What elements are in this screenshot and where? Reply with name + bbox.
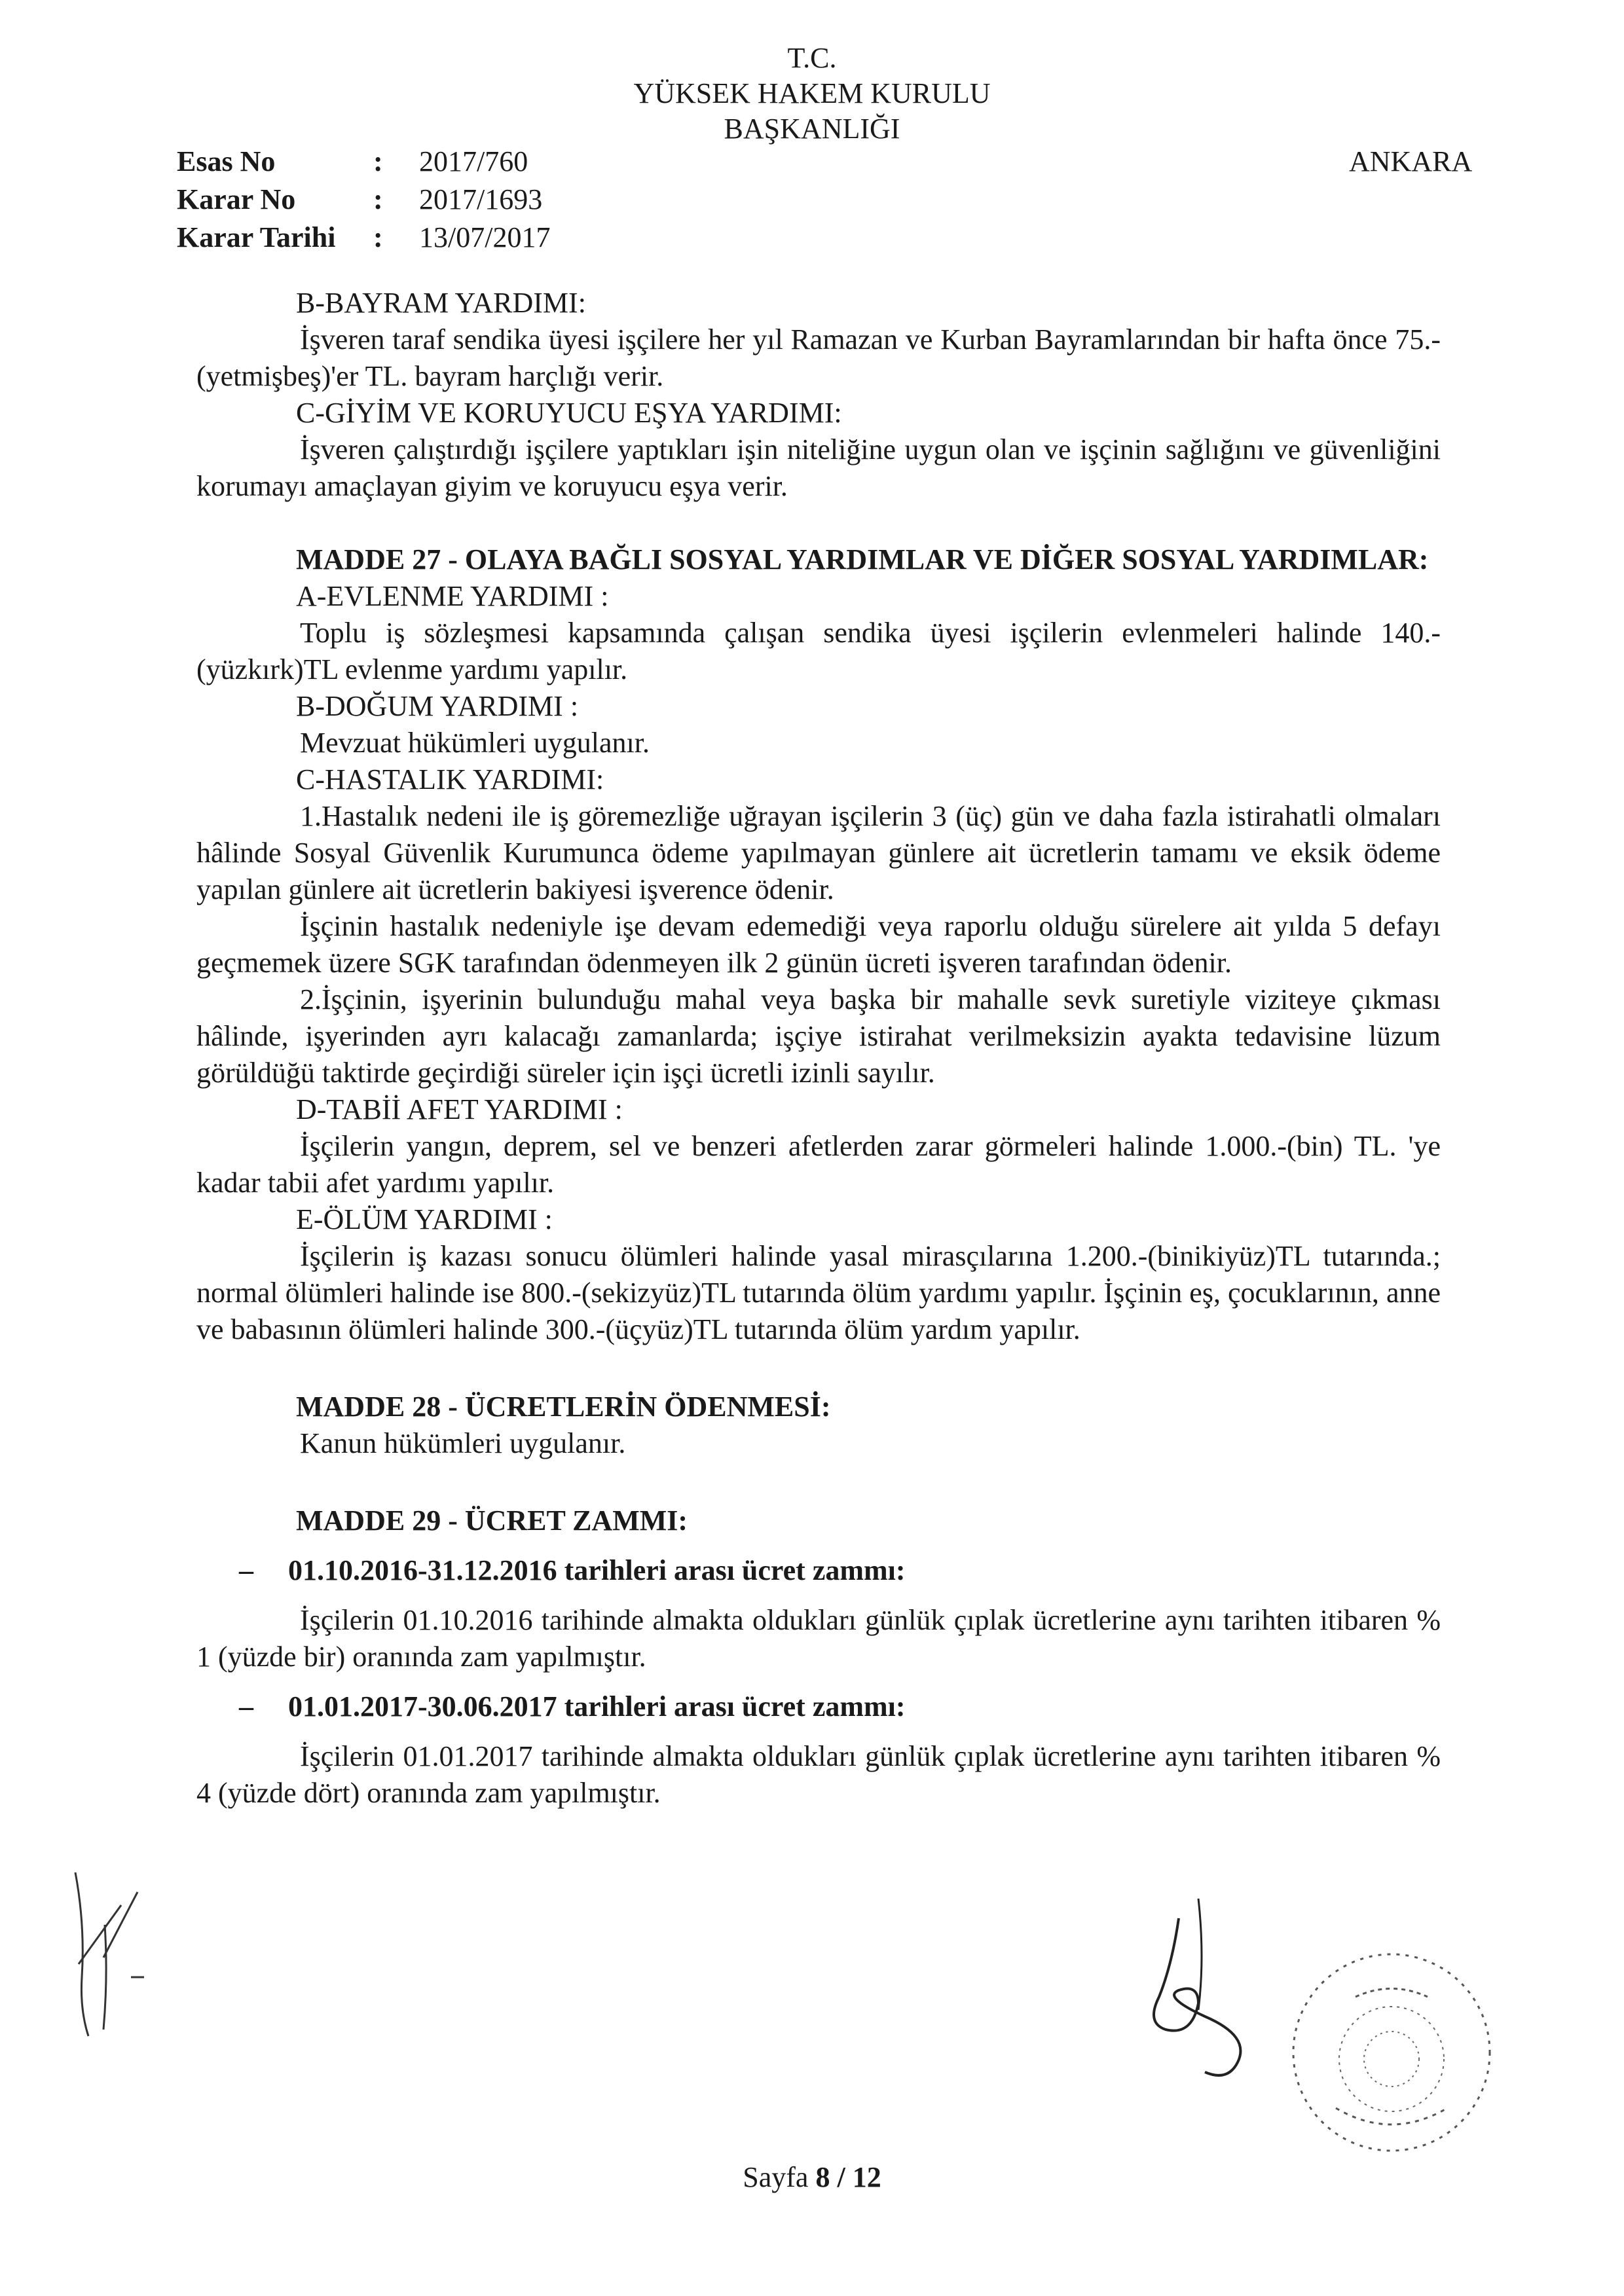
header-tc: T.C. [787,42,837,74]
zam-period-1-title: 01.10.2016-31.12.2016 tarihleri arası ücret zammı: [288,1554,906,1586]
esas-value: 2017/760 [419,145,528,177]
afet-text: İşçilerin yangın, deprem, sel ve benzeri afetlerden zarar görmeleri halinde 1.000.-(bin) TL. 'ye kadar tabii afet yardımı yapılır. [196,1130,1441,1199]
madde-28-text: Kanun hükümleri uygulanır. [300,1427,626,1459]
zam-period-1 [196,1552,1441,1589]
zam-period-1-text: İşçilerin 01.10.2016 tarihinde almakta oldukları günlük çıplak ücretlerine aynı tarihten itibaren % 1 (yüzde bir) oranında zam yapılmıştır. [196,1604,1441,1673]
signature-mark [1100,1879,1310,2088]
karar-label: Karar No [177,183,296,215]
city-label: ANKARA [1349,145,1473,177]
tarih-label: Karar Tarihi [177,221,336,253]
esas-label: Esas No [177,145,276,177]
case-metadata [177,143,550,257]
initials-mark [59,1846,151,2043]
tarih-colon: : [373,221,383,253]
giyim-heading: C-GİYİM VE KORUYUCU EŞYA YARDIMI: [296,397,842,429]
afet-heading: D-TABİİ AFET YARDIMI : [296,1093,623,1125]
esas-row [177,143,550,181]
dogum-heading: B-DOĞUM YARDIMI : [296,690,579,722]
hastalik-text-1: 1.Hastalık nedeni ile iş göremezliğe uğrayan işçilerin 3 (üç) gün ve daha fazla istirahatli olmaları hâlinde Sosyal Güvenlik Kurumunca ödeme yapılmayan günlere ait ücretlerin tamamı ve eksik ödeme yapılan günlere ait ücretlerin bakiyesi işverence ödenir. [196,800,1441,905]
zam-period-2 [196,1688,1441,1725]
hastalik-heading: C-HASTALIK YARDIMI: [296,763,604,795]
madde-27-title: MADDE 27 - OLAYA BAĞLI SOSYAL YARDIMLAR VE DİĞER SOSYAL YARDIMLAR: [296,543,1429,575]
bayram-heading: B-BAYRAM YARDIMI: [296,287,586,319]
hastalik-text-3: 2.İşçinin, işyerinin bulunduğu mahal veya başka bir mahalle sevk suretiyle viziteye çıkması hâlinde, işyerinden ayrı kalacağı zamanlarda; işçiye istirahat verilmeksizin ayakta tedavisine lüzum görüldüğü taktirde geçirdiği süreler için işçi ücretli izinli sayılır. [196,983,1441,1089]
madde-29-title: MADDE 29 - ÜCRET ZAMMI: [296,1504,688,1537]
esas-colon: : [373,145,383,177]
karar-value: 2017/1693 [419,183,543,215]
dash-bullet: – [239,1690,253,1722]
evlenme-text: Toplu iş sözleşmesi kapsamında çalışan sendika üyesi işçilerin evlenmeleri halinde 140.-(yüzkırk)TL evlenme yardımı yapılır. [196,617,1441,685]
bayram-text: İşveren taraf sendika üyesi işçilere her yıl Ramazan ve Kurban Bayramlarından bir hafta önce 75.-(yetmişbeş)'er TL. bayram harçlığı verir. [196,323,1441,392]
page-number [0,2160,1624,2194]
document-body [196,285,1441,1812]
document-header [0,41,1624,147]
karar-row [177,181,550,219]
tarih-row [177,219,550,257]
header-institution: YÜKSEK HAKEM KURULU [633,77,991,109]
page-current: 8 [815,2161,830,2193]
hastalik-text-2: İşçinin hastalık nedeniyle işe devam edemediği veya raporlu olduğu sürelere ait yılda 5 defayı geçmemek üzere SGK tarafından ödenmeyen ilk 2 günün ücreti işveren tarafından ödenir. [196,910,1441,979]
olum-heading: E-ÖLÜM YARDIMI : [296,1203,553,1235]
official-seal-mark [1283,1944,1500,2160]
giyim-text: İşveren çalıştırdığı işçilere yaptıkları işin niteliğine uygun olan ve işçinin sağlığını ve güvenliğini korumayı amaçlayan giyim ve koruyucu eşya verir. [196,433,1441,502]
page-total: 12 [852,2161,881,2193]
zam-period-2-title: 01.01.2017-30.06.2017 tarihleri arası ücret zammı: [288,1690,906,1722]
page-separator: / [837,2161,845,2193]
karar-colon: : [373,183,383,215]
dogum-text: Mevzuat hükümleri uygulanır. [300,727,650,759]
dash-bullet: – [239,1554,253,1586]
madde-28-title: MADDE 28 - ÜCRETLERİN ÖDENMESİ: [296,1391,831,1423]
page-prefix: Sayfa [743,2161,809,2193]
tarih-value: 13/07/2017 [419,221,551,253]
zam-period-2-text: İşçilerin 01.01.2017 tarihinde almakta oldukları günlük çıplak ücretlerine aynı tarihten itibaren % 4 (yüzde dört) oranında zam yapılmıştır. [196,1740,1441,1809]
olum-text: İşçilerin iş kazası sonucu ölümleri halinde yasal mirasçılarına 1.200.-(binikiyüz)TL tutarında.; normal ölümleri halinde ise 800.-(sekizyüz)TL tutarında ölüm yardımı yapılır. İşçinin eş, çocuklarının, anne ve babasının ölümleri halinde 300.-(üçyüz)TL tutarında ölüm yardım yapılır. [196,1240,1441,1345]
header-department: BAŞKANLIĞI [724,113,900,145]
evlenme-heading: A-EVLENME YARDIMI : [296,580,609,612]
